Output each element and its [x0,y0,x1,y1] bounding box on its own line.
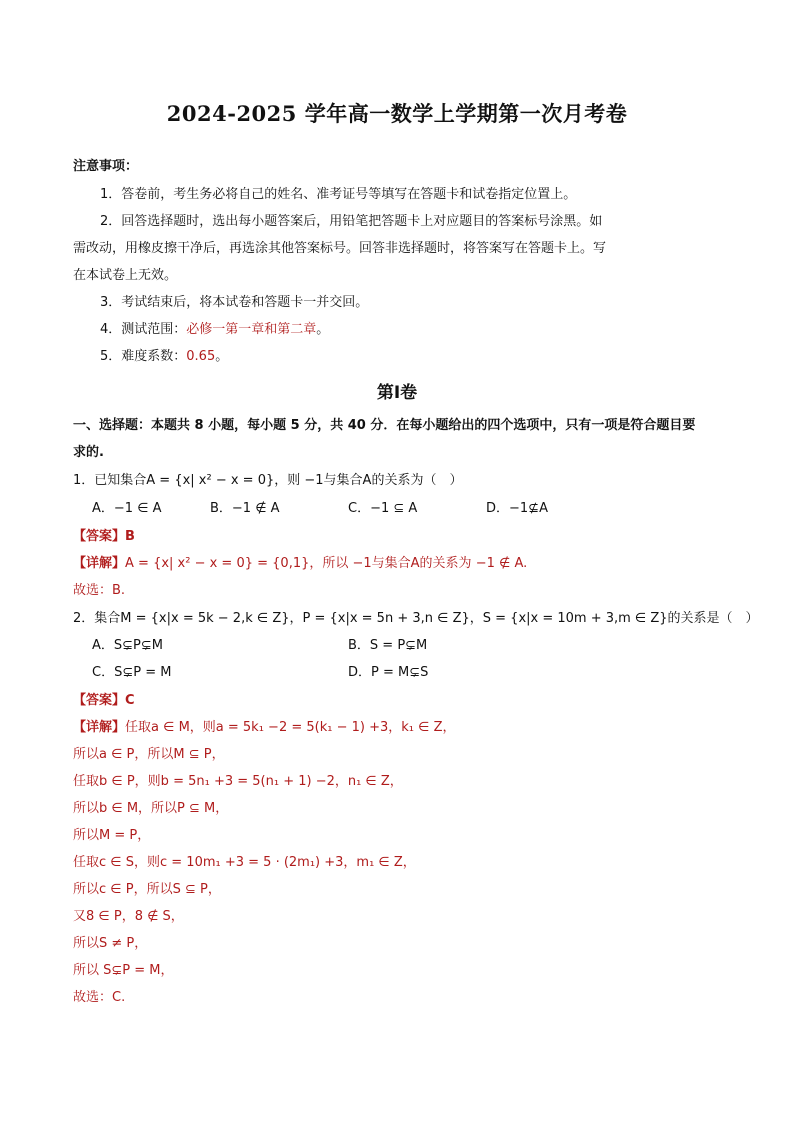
q1-detail-text: A = {x| x² − x = 0} = {0,1}，所以 −1与集合A的关系为 −1 ∉ A. [125,556,528,571]
q2-answer-label: 【答案】 [73,693,126,708]
note-difficulty-suffix: 。 [215,349,229,364]
q2-detail-line: 所以M = P， [73,828,151,843]
exam-title: 2024-2025 学年高一数学上学期第一次月考卷 [166,101,628,126]
q1-option-c: C．−1 ⊆ A [348,501,418,516]
q2-option-b: B．S = P⊊M [348,638,428,653]
notes-heading: 注意事项： [73,159,139,174]
q2-option-a: A．S⊊P⊊M [92,638,163,653]
note-item-difficulty [100,348,228,366]
q2-stem: 2．集合M = {x|x = 5k − 2,k ∈ Z}，P = {x|x = 5n + 3,n ∈ Z}，S = {x|x = 10m + 3,m ∈ Z}的关系是（ ） [73,611,759,626]
q2-answer-value: C [125,693,135,708]
note-item-scope [100,321,329,339]
q2-detail-line: 所以S ≠ P， [73,936,148,951]
q1-stem: 1．已知集合A = {x| x² − x = 0}，则 −1与集合A的关系为（ ） [73,473,463,488]
q2-option-d: D．P = M⊊S [348,665,429,680]
q2-detail-line: 任取a ∈ M，则a = 5k₁ −2 = 5(k₁ − 1) +3，k₁ ∈ Z， [125,720,456,735]
section-description: 求的. [73,445,104,460]
q2-detail-line: 任取b ∈ P，则b = 5n₁ +3 = 5(n₁ + 1) −2，n₁ ∈ Z， [73,774,403,789]
note-scope-suffix: 。 [316,322,330,337]
q1-answer [73,528,135,546]
note-difficulty-value: 0.65 [186,349,216,364]
note-item: 在本试卷上无效。 [73,268,178,283]
q2-answer [73,692,135,710]
q2-detail-line: 所以a ∈ P，所以M ⊆ P， [73,747,225,762]
note-scope-prefix: 4．测试范围： [100,322,187,337]
q1-option-a: A．−1 ∈ A [92,501,162,516]
q2-detail-line: 所以 S⊊P = M， [73,963,174,978]
q1-answer-value: B [125,529,135,544]
q1-option-b: B．−1 ∉ A [210,501,280,516]
q2-detail-label: 【详解】 [73,720,126,735]
q1-detail-label: 【详解】 [73,556,126,571]
note-difficulty-prefix: 5．难度系数： [100,349,187,364]
section-description: 一、选择题：本题共 8 小题，每小题 5 分，共 40 分．在每小题给出的四个选项中，只有一项是符合题目要 [73,418,696,433]
note-scope-value: 必修一第一章和第二章 [186,322,317,337]
q1-option-d: D．−1⊈A [486,501,548,516]
q2-detail-line: 所以c ∈ P，所以S ⊆ P， [73,882,221,897]
q2-detail-line: 任取c ∈ S，则c = 10m₁ +3 = 5 · (2m₁) +3，m₁ ∈ Z， [73,855,416,870]
section-title: 第Ⅰ卷 [376,383,418,403]
q1-answer-label: 【答案】 [73,529,126,544]
q2-conclusion: 故选：C. [73,990,126,1005]
q2-detail [73,719,456,737]
q1-conclusion: 故选：B. [73,583,126,598]
note-item: 1．答卷前，考生务必将自己的姓名、准考证号等填写在答题卡和试卷指定位置上。 [100,187,577,202]
q2-detail-line: 又8 ∈ P，8 ∉ S， [73,909,184,924]
note-item: 2．回答选择题时，选出每小题答案后，用铅笔把答题卡上对应题目的答案标号涂黑。如 [100,214,603,229]
q2-option-c: C．S⊊P = M [92,665,172,680]
note-item: 3．考试结束后，将本试卷和答题卡一并交回。 [100,295,369,310]
note-item: 需改动，用橡皮擦干净后，再选涂其他答案标号。回答非选择题时，将答案写在答题卡上。写 [73,241,607,256]
q2-detail-line: 所以b ∈ M，所以P ⊆ M， [73,801,229,816]
q1-detail [73,555,527,573]
